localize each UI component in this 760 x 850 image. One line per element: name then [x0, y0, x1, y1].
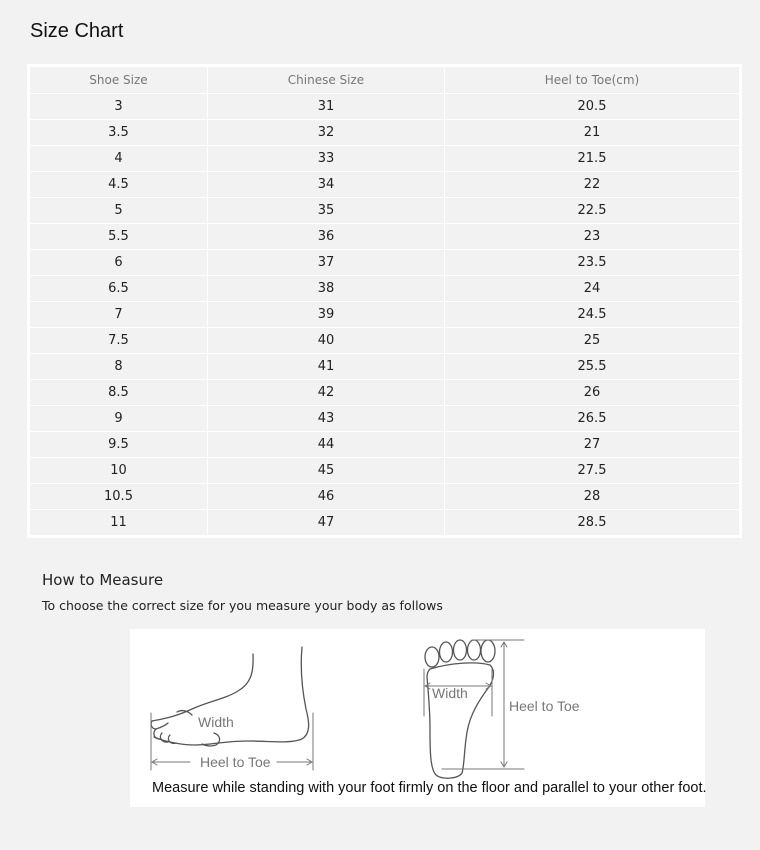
chinese-size-cell: 40: [208, 328, 445, 354]
table-row: [30, 276, 740, 302]
chinese-size-cell: 37: [208, 250, 445, 276]
shoe-size-cell: 7: [30, 302, 208, 328]
table-row: [30, 484, 740, 510]
page-title: Size Chart: [30, 20, 124, 42]
shoe-size-cell: 10: [30, 458, 208, 484]
heel-to-toe-cell: 23.5: [445, 250, 740, 276]
side-view-width-label: Width: [198, 714, 234, 730]
heel-to-toe-cell: 20.5: [445, 94, 740, 120]
heel-to-toe-cell: 21: [445, 120, 740, 146]
heel-to-toe-cell: 24.5: [445, 302, 740, 328]
chinese-size-cell: 31: [208, 94, 445, 120]
heel-to-toe-cell: 23: [445, 224, 740, 250]
chinese-size-cell: 39: [208, 302, 445, 328]
shoe-size-cell: 6.5: [30, 276, 208, 302]
measurement-caption: Measure while standing with your foot firmly on the floor and parallel to your other foot.: [152, 780, 707, 796]
chinese-size-cell: 43: [208, 406, 445, 432]
heel-to-toe-cell: 25: [445, 328, 740, 354]
shoe-size-cell: 6: [30, 250, 208, 276]
shoe-size-cell: 4: [30, 146, 208, 172]
heel-to-toe-cell: 27.5: [445, 458, 740, 484]
shoe-size-cell: 8: [30, 354, 208, 380]
table-row: [30, 354, 740, 380]
shoe-size-cell: 9: [30, 406, 208, 432]
chinese-size-cell: 35: [208, 198, 445, 224]
table-row: [30, 250, 740, 276]
table-row: [30, 94, 740, 120]
shoe-size-cell: 4.5: [30, 172, 208, 198]
header-heel-to-toe: Heel to Toe(cm): [445, 67, 740, 94]
shoe-size-cell: 3.5: [30, 120, 208, 146]
table-row: [30, 224, 740, 250]
table-header-row: [30, 67, 740, 94]
shoe-size-cell: 8.5: [30, 380, 208, 406]
chinese-size-cell: 46: [208, 484, 445, 510]
table-row: [30, 432, 740, 458]
chinese-size-cell: 41: [208, 354, 445, 380]
size-chart-table: [27, 64, 742, 538]
chinese-size-cell: 47: [208, 510, 445, 536]
heel-to-toe-cell: 24: [445, 276, 740, 302]
shoe-size-cell: 10.5: [30, 484, 208, 510]
shoe-size-cell: 5.5: [30, 224, 208, 250]
chinese-size-cell: 38: [208, 276, 445, 302]
header-chinese-size: Chinese Size: [208, 67, 445, 94]
header-shoe-size: Shoe Size: [30, 67, 208, 94]
heel-to-toe-cell: 27: [445, 432, 740, 458]
shoe-size-cell: 5: [30, 198, 208, 224]
side-view-heel-to-toe-label: Heel to Toe: [200, 754, 271, 770]
heel-to-toe-cell: 28: [445, 484, 740, 510]
heel-to-toe-cell: 22.5: [445, 198, 740, 224]
chinese-size-cell: 42: [208, 380, 445, 406]
sole-view-width-label: Width: [432, 685, 468, 701]
chinese-size-cell: 32: [208, 120, 445, 146]
table-row: [30, 302, 740, 328]
how-to-measure-subtitle: To choose the correct size for you measure your body as follows: [42, 598, 443, 613]
sole-view-heel-to-toe-label: Heel to Toe: [509, 698, 580, 714]
chinese-size-cell: 34: [208, 172, 445, 198]
shoe-size-cell: 3: [30, 94, 208, 120]
table-row: [30, 510, 740, 536]
table-row: [30, 198, 740, 224]
shoe-size-cell: 7.5: [30, 328, 208, 354]
chinese-size-cell: 45: [208, 458, 445, 484]
measurement-illustration: [130, 629, 705, 807]
chinese-size-cell: 33: [208, 146, 445, 172]
table-row: [30, 172, 740, 198]
shoe-size-cell: 9.5: [30, 432, 208, 458]
table-row: [30, 380, 740, 406]
table-row: [30, 146, 740, 172]
shoe-size-cell: 11: [30, 510, 208, 536]
heel-to-toe-cell: 21.5: [445, 146, 740, 172]
how-to-measure-heading: How to Measure: [42, 571, 164, 589]
heel-to-toe-cell: 25.5: [445, 354, 740, 380]
heel-to-toe-cell: 26: [445, 380, 740, 406]
table-row: [30, 458, 740, 484]
heel-to-toe-cell: 26.5: [445, 406, 740, 432]
chinese-size-cell: 36: [208, 224, 445, 250]
table-row: [30, 406, 740, 432]
table-row: [30, 328, 740, 354]
heel-to-toe-cell: 22: [445, 172, 740, 198]
table-row: [30, 120, 740, 146]
heel-to-toe-cell: 28.5: [445, 510, 740, 536]
chinese-size-cell: 44: [208, 432, 445, 458]
